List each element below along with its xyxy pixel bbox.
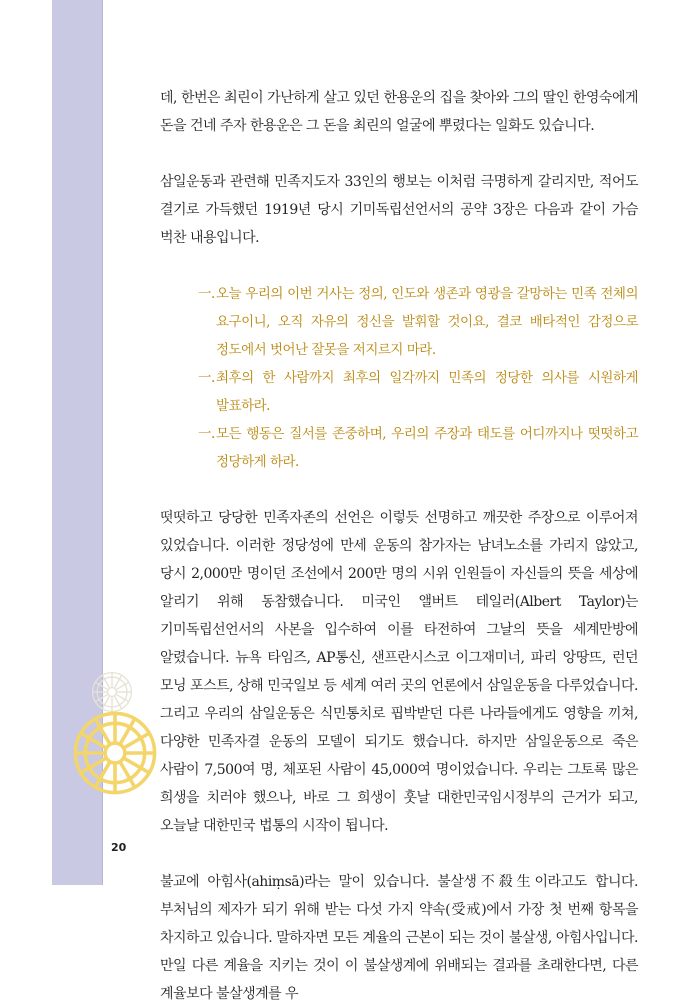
page-number: 20 xyxy=(111,841,127,854)
paragraph-2: 삼일운동과 관련해 민족지도자 33인의 행보는 이처럼 극명하게 갈리지만, 적어도 결기로 가득했던 1919년 당시 기미독립선언서의 공약 3장은 다음과 같이 가슴 벅찬 내용입니다. xyxy=(160,174,638,246)
paragraph-3: 떳떳하고 당당한 민족자존의 선언은 이렇듯 선명하고 깨끗한 주장으로 이루어져 있었습니다. 이러한 정당성에 만세 운동의 참가자는 남녀노소를 가리지 않았고, 당시 2,000만 명이던 조선에서 200만 명의 시위 인원들이 자신들의 뜻을 세상에 알리기 위해 동참했습니다. 미국인 앨버트 테일러(Albert Taylor)는 기미독립선언서의 사본을 입수하여 이를 타전하여 그날의 뜻을 세계만방에 알렸습니다. 뉴욕 타임즈, AP통신, 샌프란시스코 이그재미너, 파리 앙땅뜨, 런던 모닝 포스트, 상해 민국일보 등 세계 여러 곳의 언론에서 삼일운동을 다루었습니다. 그리고 우리의 삼일운동은 식민통치로 핍박받던 다른 나라들에게도 영향을 끼쳐, 다양한 민족자결 운동의 모델이 되기도 했습니다. 하지만 삼일운동으로 죽은 사람이 7,500여 명, 체포된 사람이 45,000여 명이었습니다. 우리는 그토록 많은 희생을 치러야 했으나, 바로 그 희생이 훗날 대한민국임시정부의 근거가 되고, 오늘날 대한민국 법통의 시작이 됩니다. xyxy=(160,510,638,834)
paragraph-4: 불교에 아힘사(ahiṃsā)라는 말이 있습니다. 불살생不殺生이라고도 합니다. 부처님의 제자가 되기 위해 받는 다섯 가지 약속(受戒)에서 가장 첫 번째 항목을 차지하고 있습니다. 말하자면 모든 계율의 근본이 되는 것이 불살생, 아힘사입니다. 만일 다른 계율을 지키는 것이 이 불살생계에 위배되는 결과를 초래한다면, 다른 계율보다 불살생계를 우 xyxy=(160,874,638,1002)
proclamation-text: 최후의 한 사람까지 최후의 일각까지 민족의 정당한 의사를 시원하게 발표하라. xyxy=(216,370,638,414)
proclamation-bullet: 一. xyxy=(198,426,215,442)
paragraph-1: 데, 한번은 최린이 가난하게 살고 있던 한용운의 집을 찾아와 그의 딸인 한영숙에게 돈을 건네 주자 한용운은 그 돈을 최린의 얼굴에 뿌렸다는 일화도 있습니다. xyxy=(160,90,638,134)
proclamation-text: 모든 행동은 질서를 존중하며, 우리의 주장과 태도를 어디까지나 떳떳하고 정당하게 하라. xyxy=(216,426,638,470)
page-body xyxy=(160,84,638,1008)
proclamation-list xyxy=(160,280,638,476)
dharma-wheel-icon xyxy=(70,708,160,798)
proclamation-item xyxy=(198,364,638,420)
proclamation-bullet: 一. xyxy=(198,286,215,302)
proclamation-text: 오늘 우리의 이번 거사는 정의, 인도와 생존과 영광을 갈망하는 민족 전체의 요구이니, 오직 자유의 정신을 발휘할 것이요, 결코 배타적인 감정으로 정도에서 벗어난 잘못을 저지르지 마라. xyxy=(216,286,638,358)
proclamation-item xyxy=(198,280,638,364)
proclamation-bullet: 一. xyxy=(198,370,215,386)
proclamation-item xyxy=(198,420,638,476)
